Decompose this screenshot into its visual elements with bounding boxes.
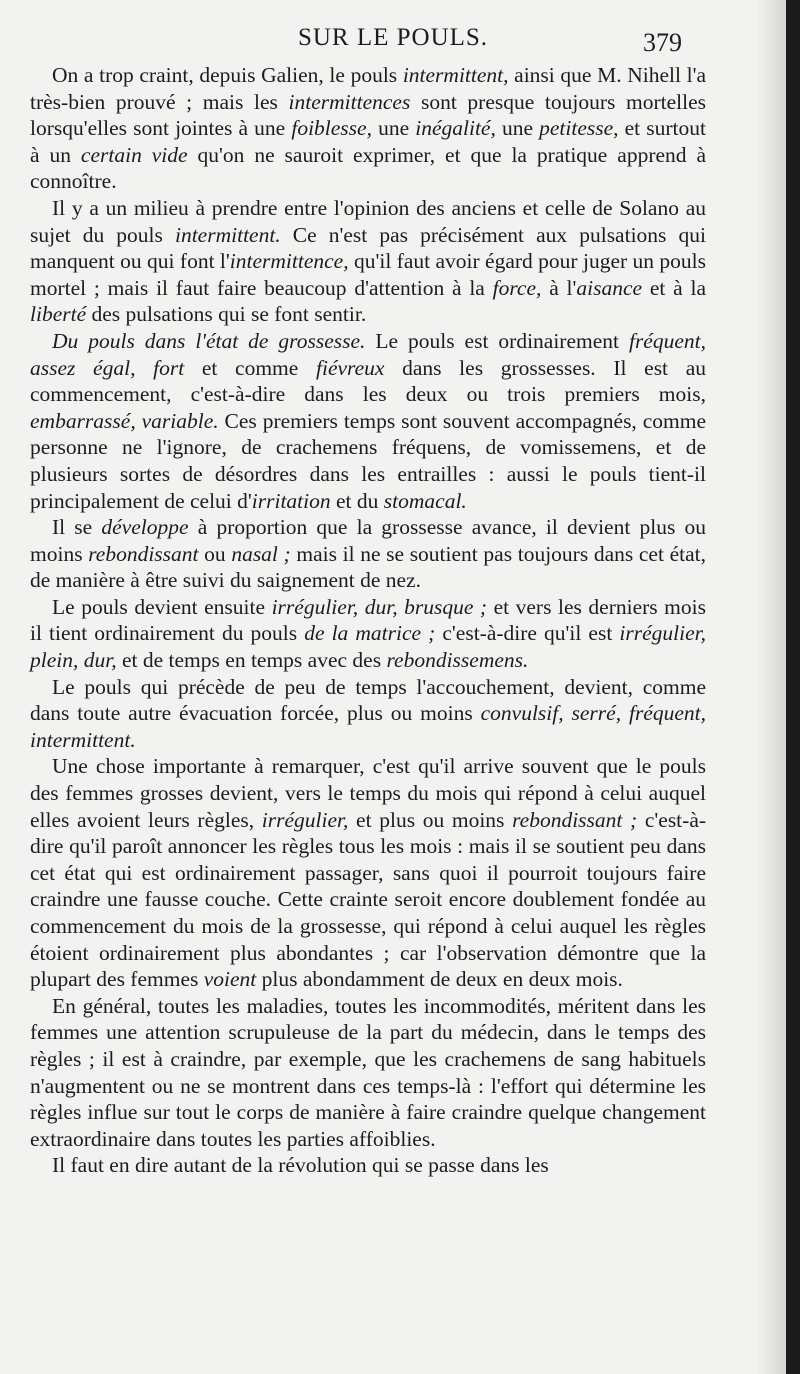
text-run: Il faut en dire autant de la révolution qui se passe dans les — [52, 1153, 549, 1178]
italic-run: de la matrice ; — [304, 621, 436, 646]
text-run: c'est-à-dire qu'il est — [435, 621, 620, 646]
text-run: En général, toutes les maladies, toutes les incommodités, méritent dans les femmes une attention scrupuleuse de la part du médecin, dans le temps des règles ; il est à craindre, par exemple, que les crachemens de sang habituels n'augmentent ou ne se montrent dans ces temps-là : l'effort qui détermine les règles influe sur tout le corps de manière à faire craindre quelque changement extraordinaire dans toutes les parties affoiblies. — [30, 993, 706, 1151]
text-run: c'est-à-dire qu'il paroît annoncer les règles tous les mois : mais il se soutient peu dans cet état qui est ordinairement passager, sans quoi il pourroit toujours faire craindre une fausse couche. Cette crainte seroit encore doublement fondée au commencement du mois de la grossesse, qui répond à celui auquel les règles étoient ordinairement plus abondantes ; car l'observation démontre que la plupart des femmes — [30, 807, 707, 992]
text-run: ainsi que M. Nihell l'a très-bien prouvé ; mais les — [30, 63, 706, 114]
page-header — [0, 24, 786, 58]
text-run: à proportion que la grossesse avance, il devient plus ou moins — [30, 515, 707, 566]
italic-run: stomacal. — [383, 488, 467, 513]
italic-run: irrégulier, dur, brusque ; — [271, 594, 488, 619]
italic-run: intermittence, — [229, 249, 349, 274]
italic-run: force, — [492, 275, 542, 300]
italic-run: rebondissant ; — [512, 807, 638, 832]
paragraph — [30, 328, 706, 514]
text-run: et vers les derniers mois il tient ordinairement du pouls — [30, 594, 706, 646]
italic-run: fiévreux — [316, 355, 385, 380]
text-run: Il se — [52, 515, 102, 540]
italic-run: intermittences — [288, 89, 411, 114]
text-run: une — [495, 116, 540, 141]
text-run: et plus ou moins — [348, 807, 513, 832]
italic-run: intermittent, — [402, 63, 509, 87]
italic-run: irrégulier, plein, dur, — [30, 621, 706, 673]
paragraph — [30, 594, 706, 674]
italic-run: foiblesse, — [291, 116, 372, 141]
text-run: qu'il faut avoir égard pour juger un pouls mortel ; mais il faut faire beaucoup d'attention à la — [30, 249, 706, 300]
italic-run: convulsif, serré, fréquent, intermittent. — [30, 701, 706, 752]
paragraph — [30, 1152, 706, 1179]
italic-run: irrégulier, — [261, 807, 349, 832]
italic-run: voient — [203, 967, 257, 992]
italic-run: irritation — [251, 488, 331, 513]
text-run: mais il ne se soutient pas toujours dans cet état, de manière à être suivi du saignement de nez. — [30, 541, 707, 593]
italic-run: rebondissant — [88, 541, 199, 566]
text-run: et surtout à un — [30, 116, 706, 167]
paragraph — [30, 514, 706, 594]
text-run: plus abondamment de deux en deux mois. — [256, 967, 623, 992]
text-run: Le pouls qui précède de peu de temps l'accouchement, devient, comme dans toute autre évacuation forcée, plus ou moins — [30, 674, 706, 726]
paragraph — [30, 993, 706, 1153]
text-run: des pulsations qui se font sentir. — [86, 302, 367, 327]
text-run: Le pouls devient ensuite — [52, 594, 272, 619]
italic-run: développe — [101, 515, 189, 540]
text-run: Une chose importante à remarquer, c'est qu'il arrive souvent que le pouls des femmes grosses devient, vers le temps du mois qui répond à celui auquel elles avoient leurs règles, — [30, 754, 706, 832]
text-run: Ces premiers temps sont souvent accompagnés, comme personne ne l'ignore, de crachemens fréquens, de vomissemens, et de plusieurs sortes de désordres dans les entrailles : aussi le pouls tient-il principalement de celui d' — [30, 408, 706, 513]
italic-run: inégalité, — [415, 116, 496, 141]
text-run: On a trop craint, depuis Galien, le pouls — [52, 63, 403, 87]
page-number: 379 — [643, 28, 682, 57]
italic-run: aisance — [576, 275, 643, 300]
text-run: Le pouls est ordinairement — [365, 328, 629, 353]
text-run: une — [371, 116, 416, 141]
italic-run: rebondissemens. — [386, 648, 529, 673]
text-run: qu'on ne sauroit exprimer, et que la pratique apprend à connoître. — [30, 142, 707, 194]
text-run: ou — [198, 541, 232, 566]
text-run: et du — [330, 488, 384, 513]
body-text — [30, 62, 706, 1179]
paragraph — [30, 753, 706, 992]
text-run: dans les grossesses. Il est au commencement, c'est-à-dire dans les deux ou trois premiers mois, — [30, 355, 706, 407]
text-run: Ce n'est pas précisément aux pulsations qui manquent ou qui font l' — [30, 222, 706, 274]
italic-run: certain vide — [80, 142, 188, 167]
paragraph — [30, 674, 706, 754]
running-title: SUR LE POULS. — [297, 24, 489, 51]
text-run: à l' — [541, 275, 577, 300]
italic-run: nasal ; — [231, 541, 291, 566]
italic-run: intermittent. — [174, 222, 281, 247]
paragraph — [30, 62, 706, 195]
italic-run: liberté — [30, 302, 87, 327]
text-run: et comme — [184, 355, 316, 380]
text-run: Il y a un milieu à prendre entre l'opinion des anciens et celle de Solano au sujet du pouls — [30, 195, 706, 247]
text-run: et à la — [642, 275, 707, 300]
italic-run: fréquent, assez égal, fort — [30, 328, 706, 380]
paragraph — [30, 195, 706, 328]
italic-run: Du pouls dans l'état de grossesse. — [52, 328, 366, 353]
italic-run: embarrassé, variable. — [30, 408, 219, 433]
italic-run: petitesse, — [539, 116, 619, 141]
text-run: et de temps en temps avec des — [116, 648, 387, 673]
text-run: sont presque toujours mortelles lorsqu'elles sont jointes à une — [30, 89, 707, 141]
